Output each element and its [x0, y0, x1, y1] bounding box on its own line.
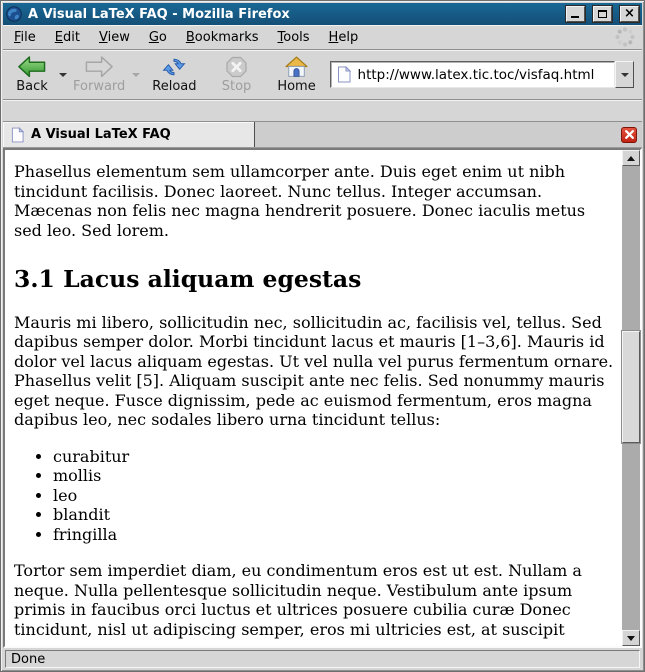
forward-button[interactable] [68, 52, 130, 98]
navigation-toolbar [3, 50, 642, 100]
back-icon [17, 56, 47, 78]
tab-visual-latex-faq[interactable] [3, 122, 255, 147]
maximize-icon [598, 10, 607, 18]
content-frame [3, 148, 642, 648]
scroll-up-icon [627, 156, 635, 161]
forward-icon [84, 56, 114, 78]
menu-go[interactable]: Go [148, 29, 167, 45]
minimize-icon [571, 16, 579, 18]
list-item: • curabitur [53, 447, 616, 467]
stop-button[interactable] [212, 52, 262, 98]
menu-bookmarks[interactable]: Bookmarks [185, 29, 259, 45]
status-bar [3, 648, 642, 669]
maximize-button[interactable] [593, 6, 612, 22]
reload-label: Reload [152, 79, 197, 94]
tab-page-icon [11, 127, 24, 143]
section-heading: 3.1 Lacus aliquam egestas [14, 265, 362, 294]
close-button[interactable] [620, 6, 639, 22]
forward-label: Forward [73, 79, 126, 94]
tab-close-icon [625, 130, 634, 139]
home-label: Home [277, 79, 316, 94]
status-panel [5, 650, 640, 668]
stop-icon [225, 56, 248, 78]
stop-label: Stop [221, 79, 252, 94]
scrollbar-track[interactable] [622, 166, 640, 630]
tab-title: A Visual LaTeX FAQ [31, 127, 171, 142]
tabbar-spacer [255, 122, 621, 147]
forward-dropdown-button[interactable] [130, 52, 141, 98]
status-text: Done [11, 651, 46, 667]
scroll-down-button[interactable] [622, 630, 640, 646]
url-dropdown-icon [621, 73, 629, 77]
paragraph-intro: Phasellus elementum sem ullamcorper ante. Duis eget enim ut nibh tincidunt facilisis. Donec laoreet. Nunc tellus. Integer accumsan. Mæcenas non felis nec magna hendrerit posuere. Donec iaculis metus sed leo. Sed lorem. [14, 162, 586, 240]
list-item: • blandit [53, 505, 616, 525]
bookmarks-toolbar [3, 100, 642, 122]
page-content [5, 150, 622, 646]
reload-icon [161, 56, 187, 78]
back-dropdown-button[interactable] [57, 52, 68, 98]
scrollbar-thumb[interactable] [622, 331, 640, 443]
bullet-list [14, 447, 616, 545]
list-item: • leo [53, 486, 616, 506]
scroll-up-button[interactable] [622, 150, 640, 166]
vertical-scrollbar[interactable] [622, 150, 640, 646]
menu-help[interactable]: Help [328, 29, 359, 45]
back-label: Back [16, 79, 48, 94]
minimize-button[interactable] [566, 6, 585, 22]
close-icon: × [624, 6, 635, 21]
tab-close-button[interactable] [621, 127, 637, 143]
window-title: A Visual LaTeX FAQ - Mozilla Firefox [28, 6, 290, 22]
page-icon [337, 66, 351, 83]
app-globe-icon [6, 6, 22, 22]
menu-tools[interactable]: Tools [277, 29, 310, 45]
menu-edit[interactable]: Edit [54, 29, 80, 45]
back-button[interactable] [7, 52, 57, 98]
menu-view[interactable]: View [98, 29, 130, 45]
throbber-icon [614, 26, 636, 48]
back-dropdown-icon [59, 73, 67, 77]
url-dropdown-button[interactable] [615, 61, 634, 88]
tab-bar [3, 122, 642, 148]
list-item: • fringilla [53, 525, 616, 545]
url-input[interactable] [358, 67, 610, 83]
menu-file[interactable]: File [14, 29, 36, 45]
home-icon [284, 56, 309, 78]
titlebar [3, 3, 642, 25]
list-item: • mollis [53, 466, 616, 486]
reload-button[interactable] [147, 52, 201, 98]
paragraph-body: Mauris mi libero, sollicitudin nec, sollicitudin ac, facilisis vel, tellus. Sed dapibus semper dolor. Morbi tincidunt lacus et mauris [1–3,6]. Mauris id dolor vel lacus aliquam egestas. Ut vel nulla vel purus fermentum ornare. Phasellus velit [5]. Aliquam suscipit ante nec felis. Sed nonummy mauris eget neque. Fusce dignissim, pede ac euismod fermentum, eros magna dapibus leo, nec sodales libero urna tincidunt tellus: [14, 312, 614, 430]
forward-dropdown-icon [132, 73, 140, 77]
scroll-down-icon [627, 636, 635, 641]
url-bar [330, 61, 634, 88]
paragraph-outro: Tortor sem imperdiet diam, eu condimentum eros est ut est. Nullam a neque. Nulla pellentesque sollicitudin neque. Vestibulum ante ipsum primis in faucibus orci luctus et ultrices posuere cubilia curæ Donec tincidunt, nisl ut adipiscing semper, eros mi ultricies est, at suscipit [14, 561, 582, 639]
home-button[interactable] [272, 52, 322, 98]
url-field[interactable] [330, 61, 615, 88]
menubar [3, 25, 642, 50]
